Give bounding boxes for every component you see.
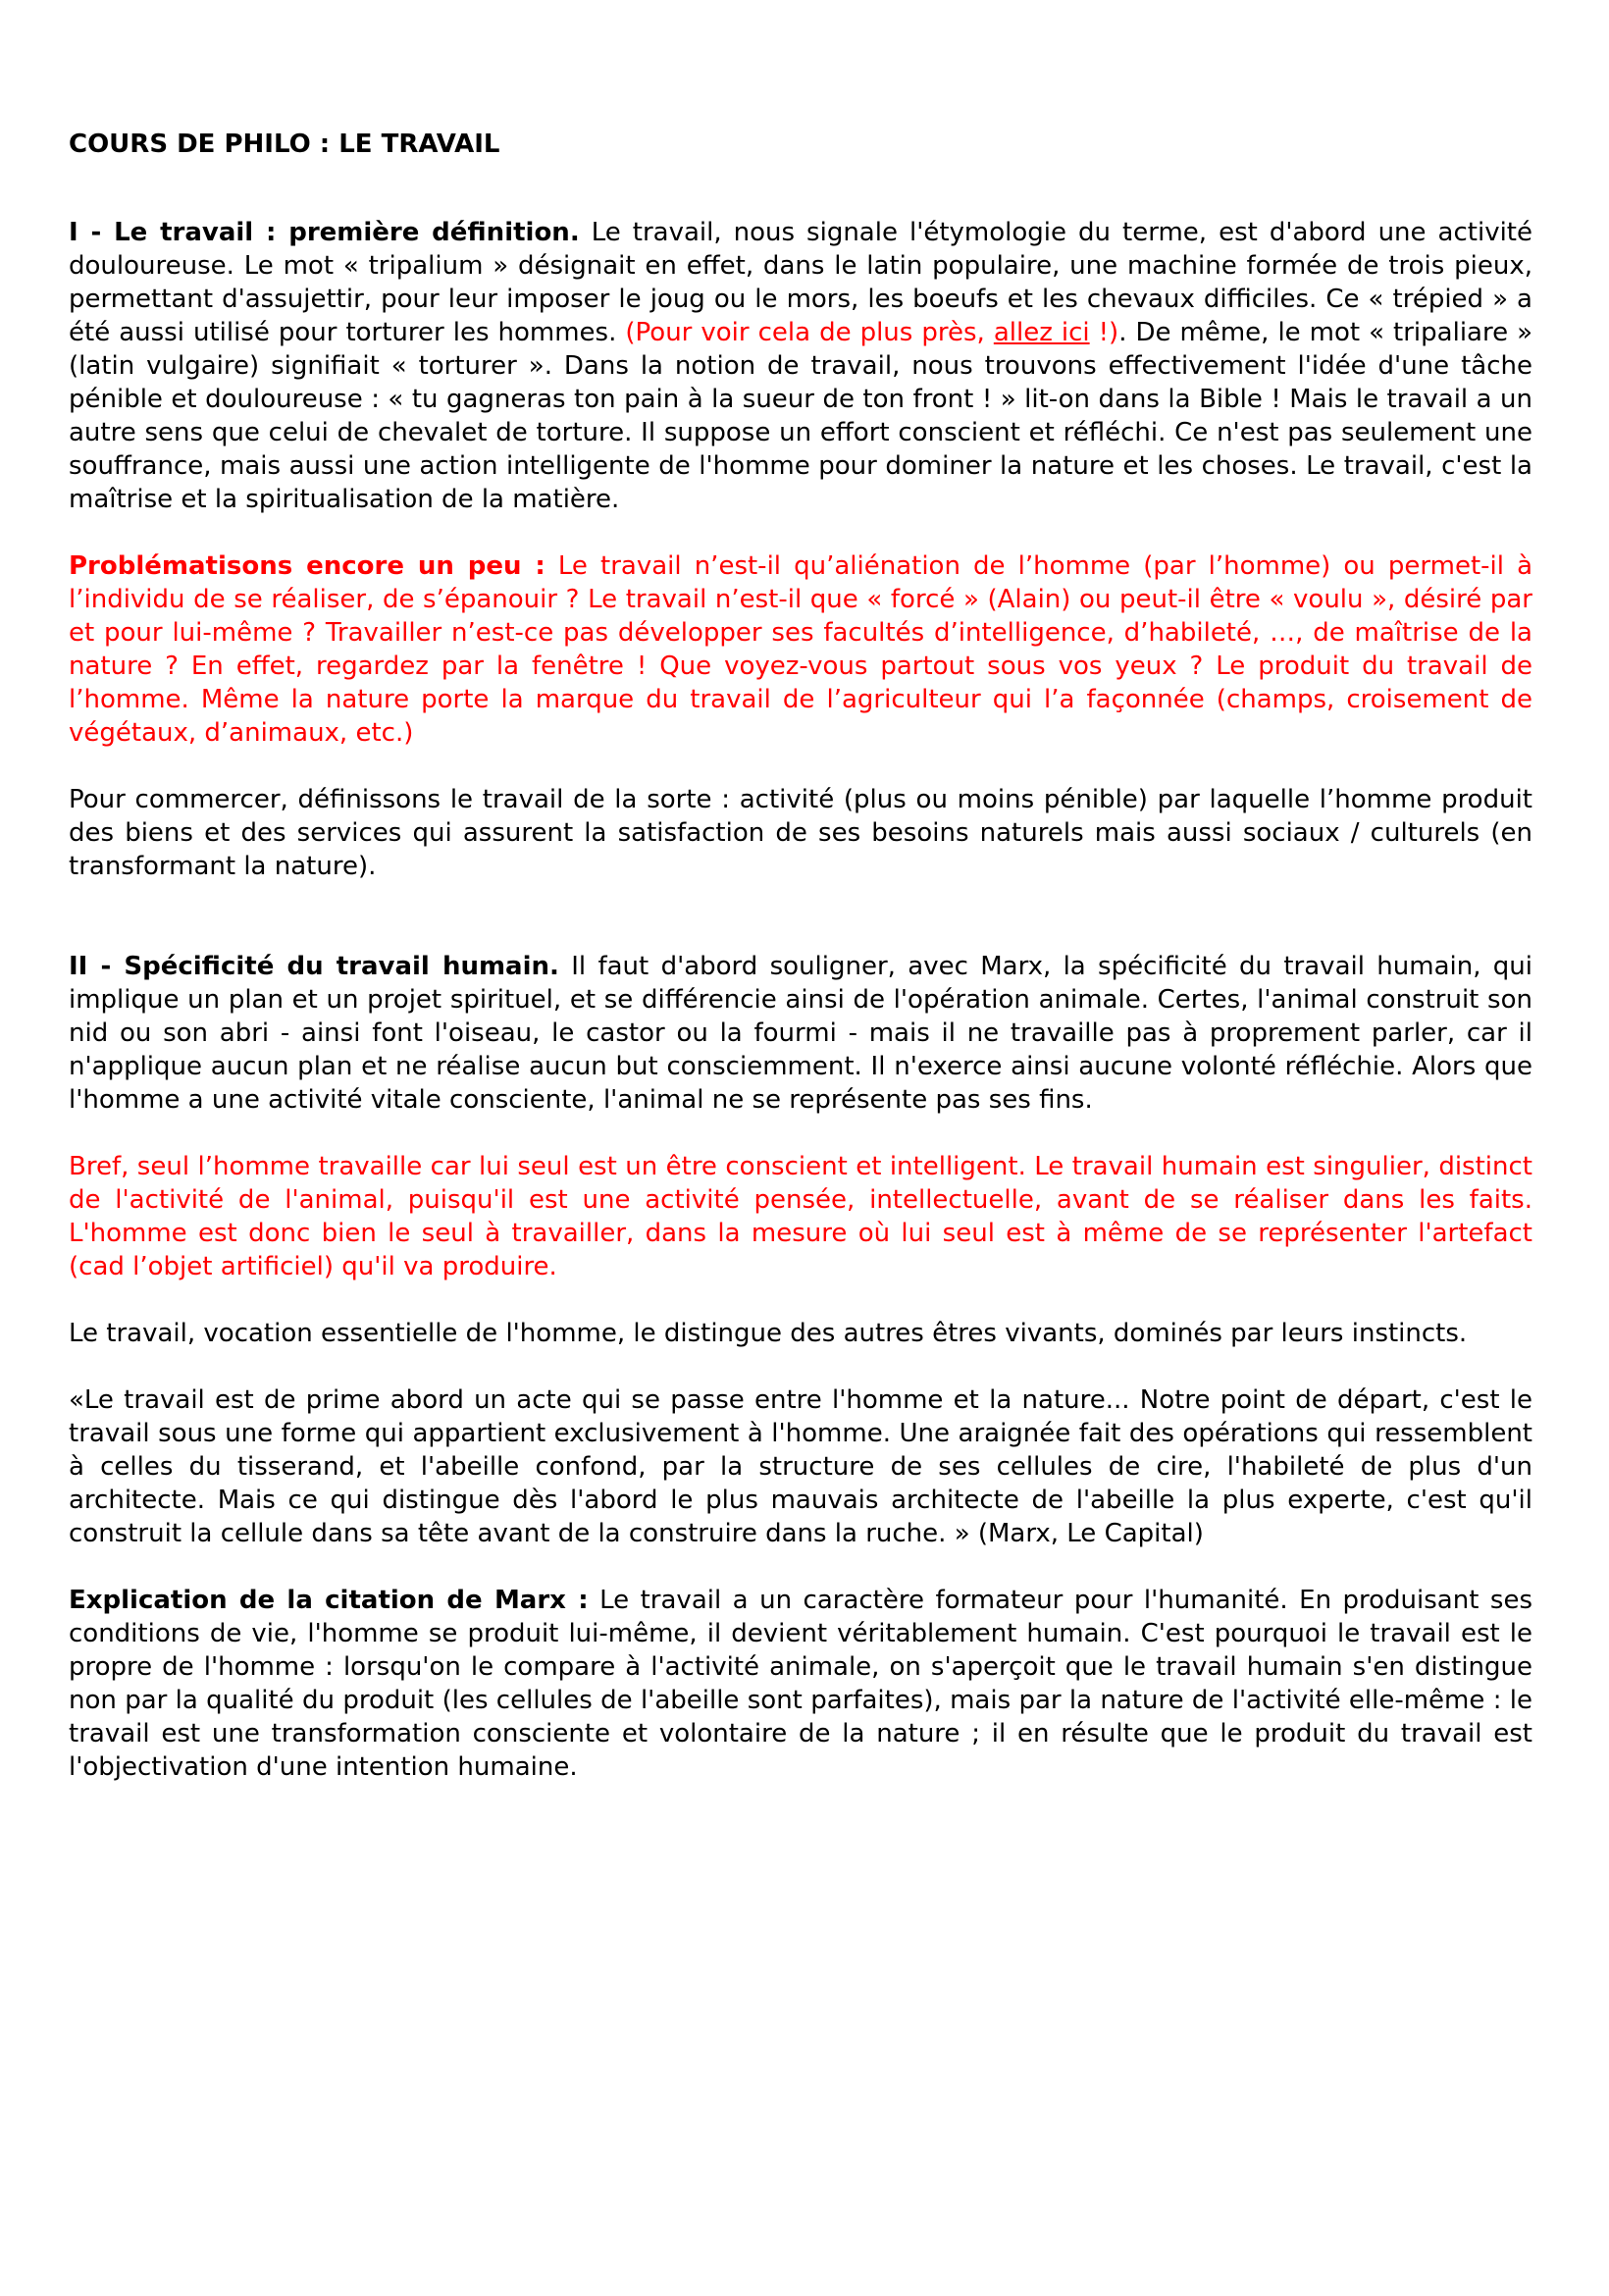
problematisation-text: Le travail n’est-il qu’aliénation de l’homme (par l’homme) ou permet-il à l’individu de se réaliser, de s’épanouir ? Le travail n’est-il que « forcé » (Alain) ou peut-il être « voulu », désiré par et pour lui-même ? Travailler n’est-ce pas développer ses facultés d’intelligence, d’habileté, …, de maîtrise de la nature ? En effet, regardez par la fenêtre ! Que voyez-vous partout sous vos yeux ? Le produit du travail de l’homme. Même la nature porte la marque du travail de l’agriculteur qui l’a façonnée (champs, croisement de végétaux, d’animaux, etc.)	[69, 551, 1532, 748]
summary-paragraph: Bref, seul l’homme travaille car lui seul est un être conscient et intelligent. Le travail humain est singulier, distinct de l'activité de l'animal, puisqu'il est une activité pensée, intellectuelle, avant de se réaliser dans les faits. L'homme est donc bien le seul à travailler, dans la mesure où lui seul est à même de se représenter l'artefact (cad l’objet artificiel) qu'il va produire.	[69, 1152, 1532, 1281]
section-2-text: Il faut d'abord souligner, avec Marx, la spécificité du travail humain, qui implique un plan et un projet spirituel, et se différencie ainsi de l'opération animale. Certes, l'animal construit son nid ou son abri - ainsi font l'oiseau, le castor ou la fourmi - mais il ne travaille pas à proprement parler, car il n'applique aucun plan et ne réalise aucun but consciemment. Il n'exerce ainsi aucune volonté réfléchie. Alors que l'homme a une activité vitale consciente, l'animal ne se représente pas ses fins.	[69, 952, 1533, 1115]
section-2-paragraph	[69, 950, 1532, 1117]
section-1-link-note	[625, 318, 1118, 347]
section-1-heading: I - Le travail : première définition.	[69, 218, 580, 247]
vocation-paragraph: Le travail, vocation essentielle de l'homme, le distingue des autres êtres vivants, dominés par leurs instincts.	[69, 1319, 1468, 1348]
problematisation-heading: Problématisons encore un peu :	[69, 551, 545, 581]
section-1-text-a: Le travail, nous signale l'étymologie du terme, est d'abord une activité douloureuse. Le mot « tripalium » désignait en effet, dans le latin populaire, une machine formée de trois pieux, permettant d'assujettir, pour leur imposer le joug ou le mors, les boeufs et les chevaux difficiles. Ce « trépied » a été aussi utilisé pour torturer les hommes.	[69, 218, 1532, 347]
link-note-open: (Pour voir cela de plus près,	[625, 318, 994, 347]
marx-quote-paragraph: «Le travail est de prime abord un acte qui se passe entre l'homme et la nature... Notre point de départ, c'est le travail sous une forme qui appartient exclusivement à l'homme. Une araignée fait des opérations qui ressemblent à celles du tisserand, et l'abeille confond, par la structure de ses cellules de cire, l'habileté de plus d'un architecte. Mais ce qui distingue dès l'abord le plus mauvais architecte de l'abeille la plus experte, c'est qu'il construit la cellule dans sa tête avant de la construire dans la ruche. » (Marx, Le Capital)	[69, 1385, 1532, 1548]
section-1-text-b: . De même, le mot « tripaliare » (latin vulgaire) signifiait « torturer ». Dans la notion de travail, nous trouvons effectivement l'idée d'une tâche pénible et douloureuse : « tu gagneras ton pain à la sueur de ton front ! » lit-on dans la Bible ! Mais le travail a un autre sens que celui de chevalet de torture. Il suppose un effort conscient et réfléchi. Ce n'est pas seulement une souffrance, mais aussi une action intelligente de l'homme pour dominer la nature et les choses. Le travail, c'est la maîtrise et la spiritualisation de la matière.	[69, 318, 1533, 514]
explication-heading: Explication de la citation de Marx :	[69, 1586, 589, 1615]
link-note-close: !)	[1089, 318, 1119, 347]
problematisation-paragraph	[69, 549, 1532, 750]
explication-paragraph	[69, 1584, 1532, 1784]
section-2-heading: II - Spécificité du travail humain.	[69, 952, 559, 981]
section-1-paragraph	[69, 216, 1532, 516]
document-page	[69, 118, 1532, 1784]
explication-text: Le travail a un caractère formateur pour l'humanité. En produisant ses conditions de vie, l'homme se produit lui-même, il devient véritablement humain. C'est pourquoi le travail est le propre de l'homme : lorsqu'on le compare à l'activité animale, on s'aperçoit que le travail humain s'en distingue non par la qualité du produit (les cellules de l'abeille sont parfaites), mais par la nature de l'activité elle-même : le travail est une transformation consciente et volontaire de la nature ; il en résulte que le produit du travail est l'objectivation d'une intention humaine.	[69, 1586, 1532, 1782]
allez-ici-link[interactable]: allez ici	[993, 318, 1090, 347]
page-title: COURS DE PHILO : LE TRAVAIL	[69, 130, 500, 159]
definition-paragraph: Pour commercer, définissons le travail de la sorte : activité (plus ou moins pénible) par laquelle l’homme produit des biens et des services qui assurent la satisfaction de ses besoins naturels mais aussi sociaux / culturels (en transformant la nature).	[69, 785, 1532, 881]
